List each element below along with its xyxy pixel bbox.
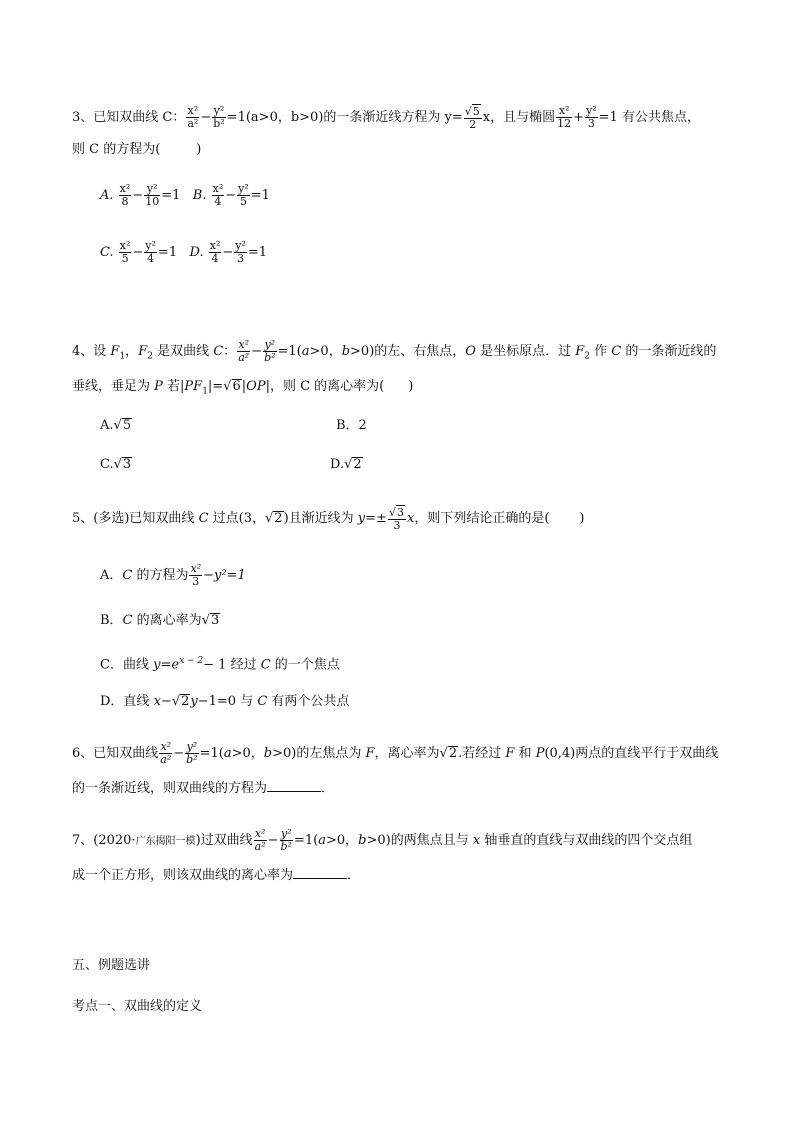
q4-line1: 4、设 $F_1$，$F_2$ 是双曲线 C： $\frac{\text{x²}}{\text{a²}}$ − $\frac{\text{y²}}{\text{b²}}$ =1(a>0，b>0)的左、右焦点，O 是坐标原点．过 $F_2$ 作 C 的一条渐近线的 <box>72 338 717 364</box>
q3-option-b-label: B. <box>192 188 207 203</box>
subsection-heading-definition: 考点一、双曲线的定义 <box>72 999 203 1014</box>
q5-option-a: A．C 的方程为 $\frac{\text{x²}}{3}$ −y²=1 <box>100 562 246 588</box>
q5-option-b: B．C 的离心率为√3 <box>100 613 220 628</box>
q3-frac-x2-a2: $\frac{\text{x²}}{\text{a²}}$ <box>187 104 199 130</box>
q3-line2: 则 C 的方程为( ) <box>72 142 202 157</box>
q3-frac-y2-b2: $\frac{\text{y²}}{\text{b²}}$ <box>213 104 225 130</box>
q7-line2: 成一个正方形，则该双曲线的离心率为 ． <box>72 864 360 886</box>
q3-line1: 3、已知双曲线 C： $\frac{\text{x²}}{\text{a²}}$ − $\frac{\text{y²}}{\text{b²}}$ =1(a>0，b>0)的一条渐近线方程为 y= $\frac{√5}{2}$ x，且与椭圆 $\frac{\text{x²}}{12}$ + $\frac{\text{y²}}{3}$ =1 有公共焦点， <box>72 104 700 131</box>
q7-answer-blank[interactable] <box>293 864 347 879</box>
q3-options-row1: A. $\frac{\text{x²}}{8}$ − $\frac{\text{y²}}{10}$ =1 B. $\frac{\text{x²}}{4}$ − $\frac{\text{y²}}{5}$ =1 <box>100 182 270 208</box>
q4-option-b: B．2 <box>336 418 367 433</box>
q6-answer-blank[interactable] <box>267 777 321 792</box>
q6-line1: 6、已知双曲线 $\frac{\text{x²}}{\text{a²}}$ − $\frac{\text{y²}}{\text{b²}}$ =1(a>0，b>0)的左焦点为 F，离心率为√2.若经过 F 和 P(0,4)两点的直线平行于双曲线 <box>72 740 719 766</box>
q4-option-a: A.√5 <box>100 418 132 433</box>
q4-option-d: D.√2 <box>330 457 362 472</box>
q5-option-c: C．曲线 $y=e^{x - 2}- 1$ 经过 C 的一个焦点 <box>100 656 340 673</box>
q7-line1: 7、(2020·广东揭阳一模)过双曲线 $\frac{\text{x²}}{\text{a²}}$ − $\frac{\text{y²}}{\text{b²}}$ =1(a>0，b>0)的两焦点且与 x 轴垂直的直线与双曲线的四个交点组 <box>72 827 693 853</box>
q3-option-c-label: C. <box>100 245 114 260</box>
q3-frac-asymptote: $\frac{√5}{2}$ <box>464 105 480 131</box>
q3-options-row2: C. $\frac{\text{x²}}{5}$ − $\frac{\text{y²}}{4}$ =1 D. $\frac{\text{x²}}{4}$ − $\frac{\text{y²}}{3}$ =1 <box>100 239 268 265</box>
q6-line2: 的一条渐近线，则双曲线的方程为 ． <box>72 777 334 799</box>
q4-option-c: C.√3 <box>100 457 132 472</box>
q4-line2: 垂线，垂足为 P 若$|PF_1|=√6|OP|$，则 C 的离心率为( ) <box>72 379 414 397</box>
q3-frac-ellipse-y: $\frac{\text{y²}}{3}$ <box>586 104 597 130</box>
q5-line1: 5、(多选)已知双曲线 C 过点(3，√2)且渐近线为 y=± $\frac{√3}{3}$ x，则下列结论正确的是( ) <box>72 506 585 532</box>
q3-frac-ellipse-x: $\frac{\text{x²}}{12}$ <box>557 104 572 130</box>
section-heading-examples: 五、例题选讲 <box>72 958 151 973</box>
q5-option-d: D．直线 x−√2y−1=0 与 C 有两个公共点 <box>100 694 350 709</box>
q3-option-d-label: D. <box>189 245 204 260</box>
q3-option-a-label: A. <box>100 188 114 203</box>
